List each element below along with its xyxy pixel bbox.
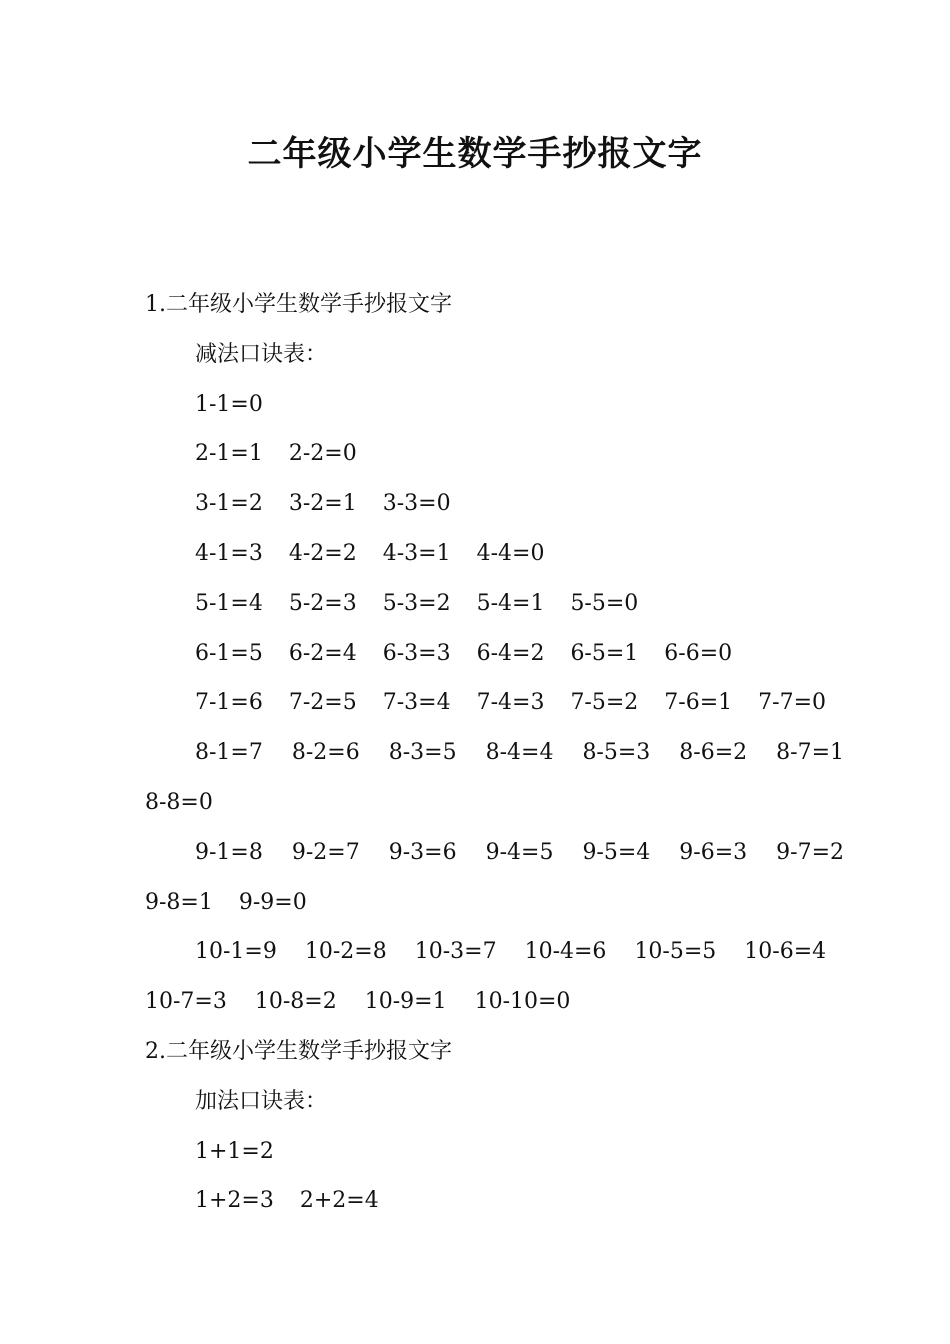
equation-row-continued [145,778,815,828]
equation: 2-1=1 [195,441,263,467]
equation: 9-1=8 [195,839,263,865]
addition-table [145,1127,815,1227]
equation: 8-2=6 [291,740,360,766]
equation: 8-1=7 [195,740,263,766]
equation: 9-2=7 [291,839,360,865]
equation: 9-6=3 [679,839,748,865]
equation-row [145,728,845,778]
equation-row [145,828,845,878]
equation: 4-4=0 [476,540,545,566]
equation: 3-2=1 [288,491,357,517]
equation: 7-3=4 [382,690,451,716]
equation: 10-10=0 [474,989,571,1015]
document-title: 二年级小学生数学手抄报文字 [247,134,703,174]
equation-row [145,380,815,430]
equation: 10-6=4 [744,939,827,965]
equation: 5-1=4 [195,590,263,616]
equation: 5-4=1 [476,590,545,616]
equation: 3-3=0 [382,491,451,517]
equation: 7-1=6 [195,690,263,716]
equation-row [145,629,815,679]
equation: 7-2=5 [288,690,357,716]
equation: 10-1=9 [195,939,277,965]
equation: 8-8=0 [145,789,213,815]
equation: 4-1=3 [195,540,263,566]
equation-row [145,1127,815,1177]
equation: 10-3=7 [414,939,497,965]
document-body [145,280,845,1226]
equation: 7-6=1 [664,690,733,716]
section2-heading: 2.二年级小学生数学手抄报文字 [145,1038,452,1064]
equation: 8-6=2 [679,740,748,766]
equation: 6-2=4 [288,640,357,666]
equation: 6-6=0 [664,640,733,666]
equation-row [145,479,815,529]
equation: 6-4=2 [476,640,545,666]
equation: 5-3=2 [382,590,451,616]
equation: 7-7=0 [758,690,827,716]
equation-row-continued [145,878,815,928]
equation: 9-4=5 [485,839,554,865]
equation: 8-5=3 [582,740,651,766]
section1-subheading: 减法口诀表： [195,341,328,367]
equation: 8-3=5 [388,740,457,766]
equation: 5-5=0 [570,590,639,616]
equation: 9-3=6 [388,839,457,865]
equation: 10-2=8 [304,939,387,965]
subtraction-table [145,380,845,1027]
equation: 10-9=1 [364,989,447,1015]
equation: 3-1=2 [195,491,263,517]
equation: 1+1=2 [195,1138,274,1164]
equation: 6-5=1 [570,640,639,666]
equation: 9-8=1 [145,889,213,915]
equation: 4-2=2 [288,540,357,566]
equation: 1+2=3 [195,1188,274,1214]
equation-row [145,429,815,479]
equation: 4-3=1 [382,540,451,566]
equation: 7-4=3 [476,690,545,716]
equation: 7-5=2 [570,690,639,716]
equation: 10-5=5 [634,939,717,965]
equation: 2-2=0 [288,441,357,467]
equation: 9-7=2 [776,839,845,865]
equation-row [145,927,827,977]
equation-row-continued [145,977,815,1027]
equation-row [145,579,815,629]
equation-row [145,529,815,579]
equation: 8-4=4 [485,740,554,766]
equation: 9-9=0 [238,889,307,915]
equation: 9-5=4 [582,839,651,865]
section2-subheading: 加法口诀表： [195,1088,328,1114]
equation: 8-7=1 [776,740,845,766]
equation: 10-8=2 [254,989,337,1015]
equation: 2+2=4 [299,1188,379,1214]
equation: 1-1=0 [195,391,263,417]
equation: 6-3=3 [382,640,451,666]
section1-heading: 1.二年级小学生数学手抄报文字 [145,292,452,317]
equation-row [145,678,827,728]
equation: 10-7=3 [145,989,227,1015]
equation-row [145,1176,815,1226]
equation: 5-2=3 [288,590,357,616]
equation: 6-1=5 [195,640,263,666]
equation: 10-4=6 [524,939,607,965]
